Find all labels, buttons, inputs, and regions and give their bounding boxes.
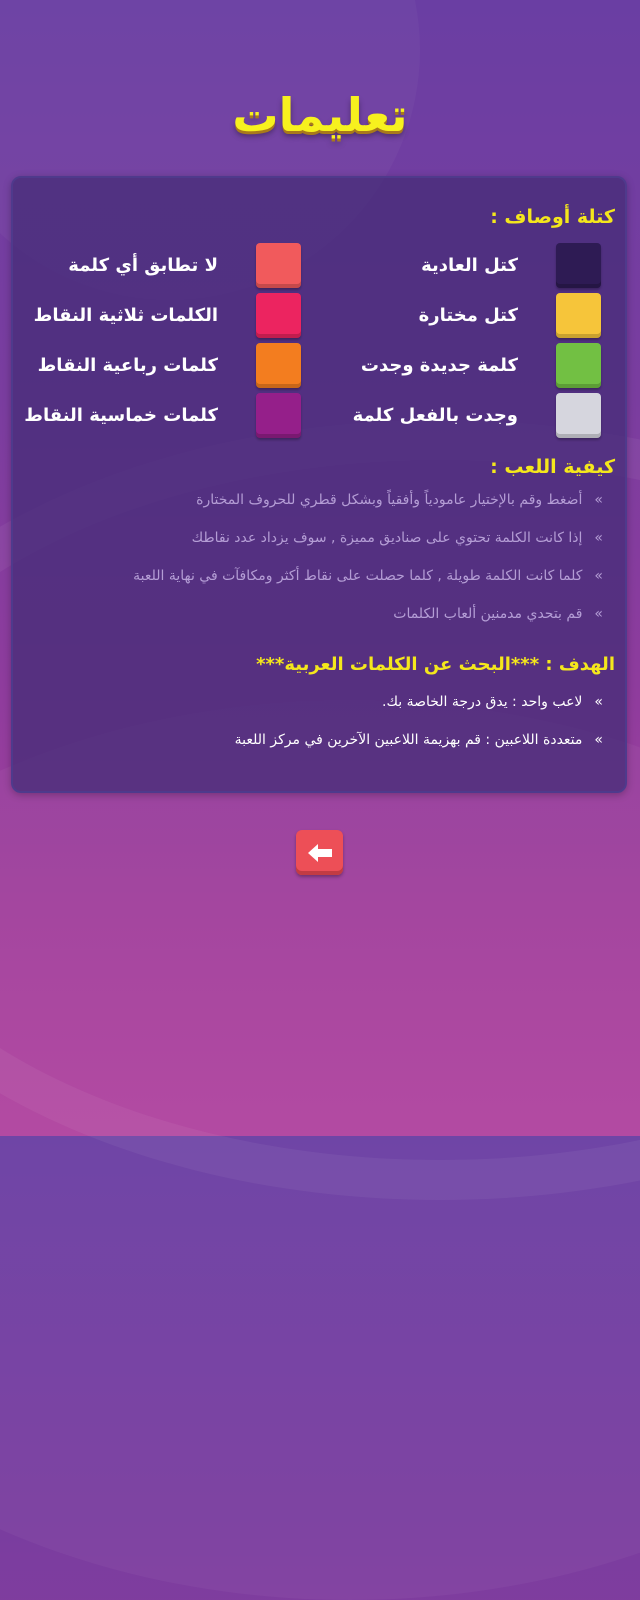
bullet-icon: »: [594, 606, 603, 622]
color-swatch: [556, 343, 601, 388]
bullet-icon: »: [594, 568, 603, 584]
legend-label: كلمات رباعية النقاط: [37, 354, 218, 376]
howto-text: أضغط وقم بالإختيار عامودياً وأفقياً وبشكل قطري للحروف المختارة: [196, 492, 583, 508]
legend-item: [419, 292, 601, 338]
legend-item: [421, 242, 601, 288]
legend-label: لا تطابق أي كلمة: [68, 254, 218, 276]
color-swatch: [256, 393, 301, 438]
goal-item: [29, 694, 603, 710]
legend-item: [353, 392, 601, 438]
color-swatch: [256, 243, 301, 288]
howto-text: كلما كانت الكلمة طويلة , كلما حصلت على نقاط أكثر ومكافآت في نهاية اللعبة: [133, 568, 583, 584]
blocks-heading: كتلة أوصاف :: [490, 206, 615, 228]
bullet-icon: »: [594, 732, 603, 748]
bullet-icon: »: [594, 530, 603, 546]
howto-item: [29, 568, 603, 584]
goal-text: لاعب واحد : يدق درجة الخاصة بك.: [382, 694, 583, 710]
legend-label: كلمات خماسية النقاط: [24, 404, 218, 426]
bullet-icon: »: [594, 492, 603, 508]
legend-item: [68, 242, 301, 288]
color-swatch: [556, 393, 601, 438]
legend-item: [38, 342, 301, 388]
bullet-icon: »: [594, 694, 603, 710]
howto-item: [29, 492, 603, 508]
back-button[interactable]: [296, 830, 343, 875]
goal-text: متعددة اللاعبين : قم بهزيمة اللاعبين الآخرين في مركز اللعبة: [234, 732, 583, 748]
howto-item: [29, 530, 603, 546]
arrow-left-icon: [306, 842, 334, 864]
legend-item: [34, 292, 301, 338]
howto-text: إذا كانت الكلمة تحتوي على صناديق مميزة , سوف يزداد عدد نقاطك: [191, 530, 583, 546]
page-title: تعليمات: [232, 88, 408, 142]
legend-item: [361, 342, 601, 388]
legend-label: الكلمات ثلاثية النقاط: [33, 304, 218, 326]
instructions-panel: [11, 176, 627, 793]
legend-label: وجدت بالفعل كلمة: [352, 404, 518, 426]
legend-label: كتل مختارة: [418, 304, 518, 326]
color-swatch: [256, 293, 301, 338]
color-swatch: [256, 343, 301, 388]
howto-text: قم بتحدي مدمنين ألعاب الكلمات: [393, 606, 583, 622]
legend-label: كتل العادية: [421, 254, 518, 276]
goal-item: [29, 732, 603, 748]
goal-heading: الهدف : ***البحث عن الكلمات العربية***: [256, 654, 615, 675]
howto-heading: كيفية اللعب :: [490, 456, 615, 478]
howto-item: [29, 606, 603, 622]
color-swatch: [556, 293, 601, 338]
legend-item: [24, 392, 301, 438]
legend-label: كلمة جديدة وجدت: [360, 354, 518, 376]
color-swatch: [556, 243, 601, 288]
